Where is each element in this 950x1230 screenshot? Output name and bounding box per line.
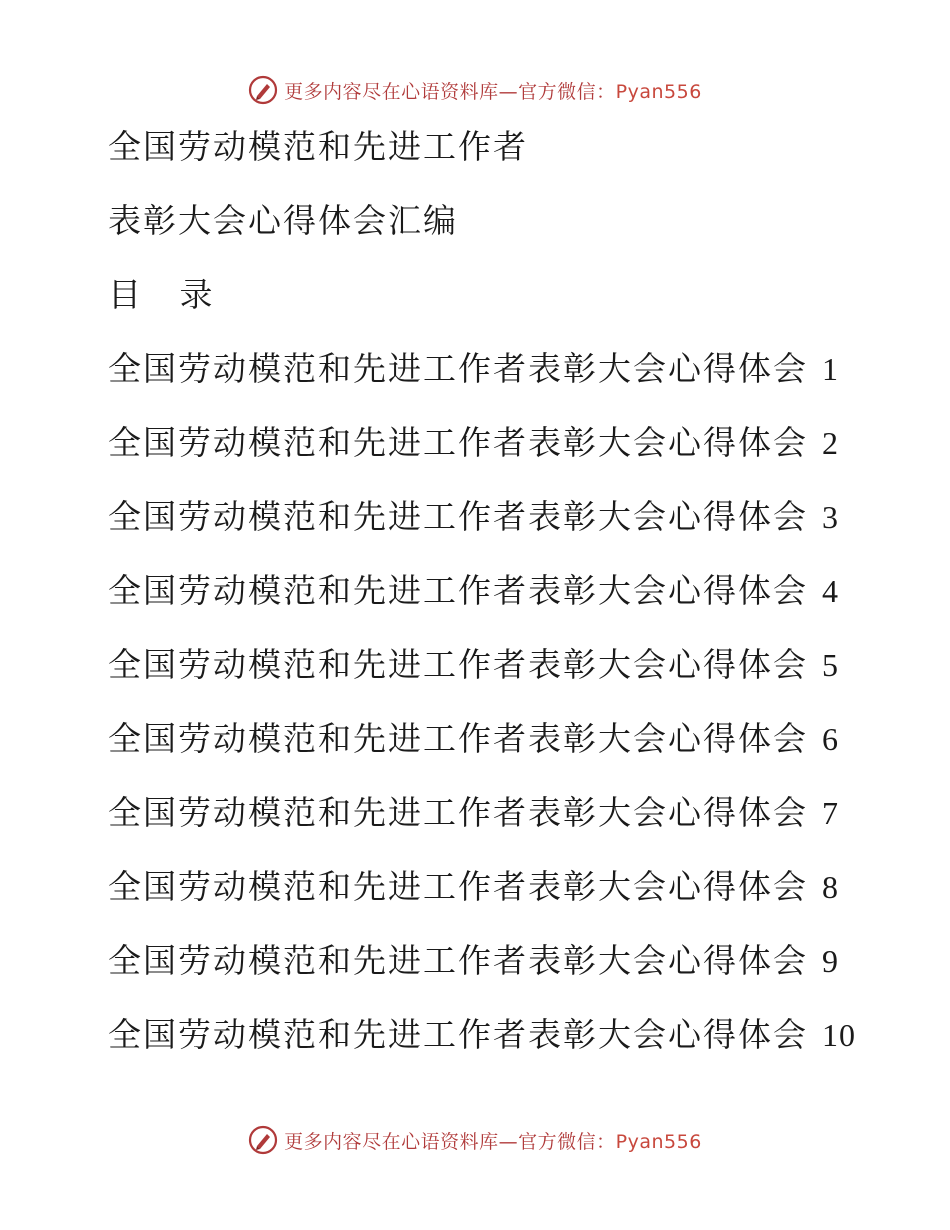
watermark-handle: Pyan556 — [615, 1130, 702, 1153]
toc-entry-title: 全国劳动模范和先进工作者表彰大会心得体会 — [108, 1015, 808, 1054]
pen-logo-icon — [248, 75, 278, 105]
watermark-handle: Pyan556 — [615, 80, 702, 103]
header-watermark — [0, 70, 950, 110]
toc-entry-title: 全国劳动模范和先进工作者表彰大会心得体会 — [108, 571, 808, 610]
toc-entry-page: 9 — [822, 943, 839, 979]
pen-logo-icon — [248, 1125, 278, 1155]
toc-entry-title: 全国劳动模范和先进工作者表彰大会心得体会 — [108, 941, 808, 980]
watermark-text — [284, 77, 702, 104]
toc-entry-title: 全国劳动模范和先进工作者表彰大会心得体会 — [108, 349, 808, 388]
toc-entry-title: 全国劳动模范和先进工作者表彰大会心得体会 — [108, 867, 808, 906]
document-title-line-2: 表彰大会心得体会汇编 — [108, 201, 458, 240]
watermark-label: 更多内容尽在心语资料库—官方微信： — [284, 1130, 616, 1153]
toc-entry-page: 5 — [822, 647, 839, 683]
toc-entry-page: 1 — [822, 351, 839, 387]
toc-entry-page: 6 — [822, 721, 839, 757]
toc-entry-page: 2 — [822, 425, 839, 461]
toc-heading: 目 录 — [108, 275, 227, 314]
toc-entry-page: 7 — [822, 795, 839, 831]
toc-entry-page: 8 — [822, 869, 839, 905]
watermark-text — [284, 1127, 702, 1154]
toc-entry — [108, 340, 868, 414]
toc-entry-page: 4 — [822, 573, 839, 609]
toc-entry-title: 全国劳动模范和先进工作者表彰大会心得体会 — [108, 497, 808, 536]
toc-entry — [108, 932, 868, 1006]
toc-entry — [108, 562, 868, 636]
toc-entry-title: 全国劳动模范和先进工作者表彰大会心得体会 — [108, 719, 808, 758]
document-title-line-1: 全国劳动模范和先进工作者 — [108, 127, 528, 166]
toc-entry-page: 10 — [822, 1017, 856, 1053]
toc-entry — [108, 1006, 868, 1080]
toc-entry-title: 全国劳动模范和先进工作者表彰大会心得体会 — [108, 645, 808, 684]
toc-entry — [108, 636, 868, 710]
toc-entry-page: 3 — [822, 499, 839, 535]
watermark-label: 更多内容尽在心语资料库—官方微信： — [284, 80, 616, 103]
toc-entry — [108, 488, 868, 562]
toc-entry — [108, 858, 868, 932]
footer-watermark — [0, 1120, 950, 1160]
toc-entry — [108, 784, 868, 858]
document-body — [108, 118, 868, 1080]
toc-entry-title: 全国劳动模范和先进工作者表彰大会心得体会 — [108, 793, 808, 832]
toc-entry — [108, 414, 868, 488]
toc-entry — [108, 710, 868, 784]
toc-entry-title: 全国劳动模范和先进工作者表彰大会心得体会 — [108, 423, 808, 462]
